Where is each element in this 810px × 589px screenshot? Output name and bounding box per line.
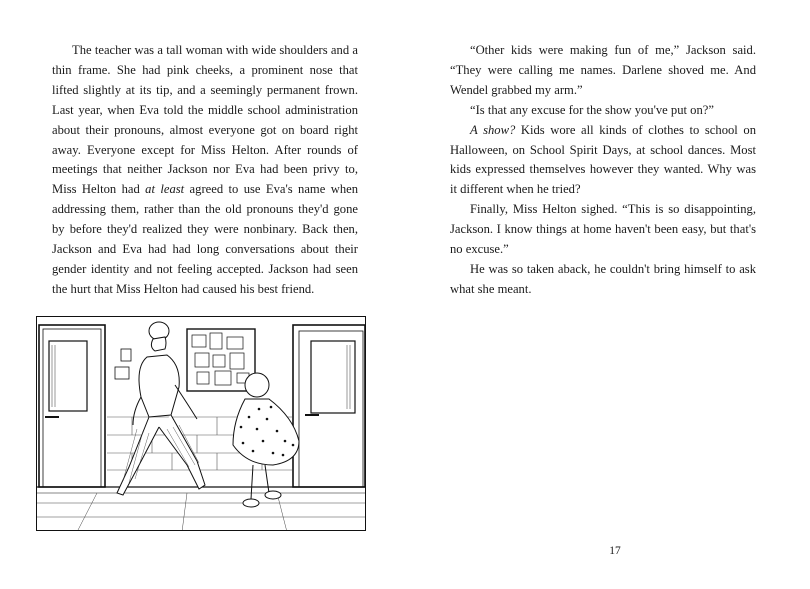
page-number: 17: [609, 545, 621, 557]
left-page-text: [52, 41, 358, 300]
paragraph-part-2: agreed to use Eva's name when addressing them, rather than the old pronouns they'd gone by before they'd realized they were nonbinary. Back then, Jackson and Eva had had long conversations about their gender identity and not feeling accepted. Jackson had seen the hurt that Miss Helton had caused his best friend.: [52, 182, 358, 296]
paragraph-part-1: The teacher was a tall woman with wide shoulders and a thin frame. She had pink cheeks, a prominent nose that lifted slightly at its tip, and a seemingly permanent frown. Last year, when Eva told the middle school administration about their pronouns, almost everyone got on board right away. Everyone except for Miss Helton. After rounds of meetings that neither Jackson nor Eva had been privy to, Miss Helton had: [52, 43, 358, 197]
hallway-illustration-drawing: [37, 317, 366, 531]
paragraph-3: [450, 121, 756, 201]
paragraph: [52, 41, 358, 300]
right-page-text: [450, 41, 756, 300]
paragraph-5: He was so taken aback, he couldn't bring himself to ask what she meant.: [450, 261, 756, 296]
hallway-illustration: [36, 316, 366, 531]
emphasis-a-show: A show?: [470, 122, 516, 137]
paragraph-1: “Other kids were making fun of me,” Jackson said. “They were calling me names. Darlene shoved me. And Wendel grabbed my arm.”: [450, 43, 756, 97]
emphasis-at-least: at least: [145, 182, 185, 197]
paragraph-2: “Is that any excuse for the show you've put on?”: [470, 102, 714, 117]
paragraph-4: Finally, Miss Helton sighed. “This is so disappointing, Jackson. I know things at home haven't been easy, but that's no excuse.”: [450, 202, 756, 257]
paragraph-3-rest: Kids wore all kinds of clothes to school on Halloween, on School Spirit Days, at school dances. Most kids expressed themselves however they wanted. Why was it different when he tried?: [450, 122, 756, 197]
right-page: [405, 0, 810, 589]
